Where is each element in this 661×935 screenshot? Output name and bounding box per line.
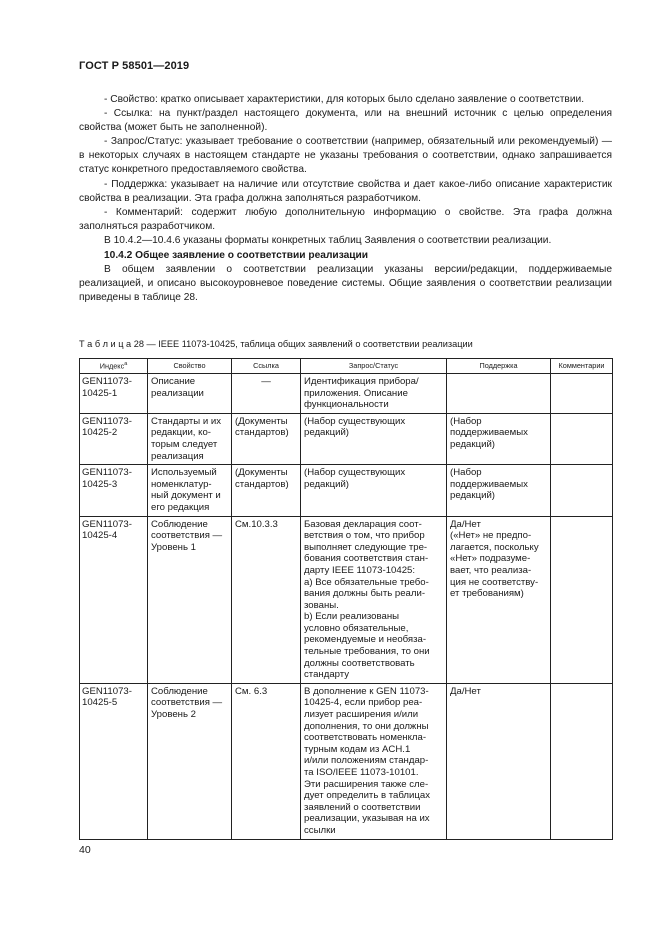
cell-index: GEN11073- 10425-4 [80, 516, 148, 683]
section-heading: 10.4.2 Общее заявление о соответствии реализации [104, 250, 369, 262]
header-support: Поддержка [447, 359, 551, 374]
cell-support: (Набор поддерживаемых редакций) [447, 413, 551, 464]
cell-request-status: Базовая декларация соот- ветствия о том, что прибор выполняет следующие тре- бования соответствия стан- дарту IEEE 11073-10425: a) Все обязательные требо- вания должны быть реали- зованы. b) Если реализованы условно обязательные, рекомендуемые и необяза- тельные требования, то они должны соответствовать стандарту [301, 516, 447, 683]
cell-index: GEN11073- 10425-2 [80, 413, 148, 464]
cell-reference: — [232, 374, 301, 414]
cell-support: Да/Нет («Нет» не предпо- лагается, поскольку «Нет» подразуме- вает, что реализа- ция не соответству- ет требованиям) [447, 516, 551, 683]
paragraph-property: - Свойство: кратко описывает характеристики, для которых было сделано заявление о соответствии. [104, 94, 585, 105]
cell-request-status: (Набор существующих редакций) [301, 465, 447, 516]
table-row [80, 413, 613, 464]
table-row [80, 465, 613, 516]
cell-comments [551, 465, 613, 516]
cell-reference: (Документы стандартов) [232, 465, 301, 516]
cell-comments [551, 516, 613, 683]
cell-reference: См. 6.3 [232, 683, 301, 839]
cell-comments [551, 374, 613, 414]
cell-index: GEN11073- 10425-1 [80, 374, 148, 414]
cell-property: Соблюдение соответствия — Уровень 2 [148, 683, 232, 839]
cell-index: GEN11073- 10425-5 [80, 683, 148, 839]
table-caption-label: Т а б л и ц а [79, 339, 132, 349]
header-index: Индекс$^а$ [80, 359, 148, 374]
conformance-table [79, 358, 613, 840]
footnote-mark: а [124, 361, 128, 368]
cell-property: Соблюдение соответствия — Уровень 1 [148, 516, 232, 683]
cell-support: (Набор поддерживаемых редакций) [447, 465, 551, 516]
body-text [79, 93, 612, 305]
paragraph-reference: - Ссылка: на пункт/раздел настоящего документа, или на внешний источник с целью определения свойства (может быть не заполненной). [79, 108, 612, 134]
document-id: ГОСТ Р 58501—2019 [79, 60, 190, 72]
cell-property: Описание реализации [148, 374, 232, 414]
table-row [80, 516, 613, 683]
paragraph-support: - Поддержка: указывает на наличие или отсутствие свойства и дает какое-либо описание характеристик свойства в реализации. Эта графа должна заполняться разработчиком. [79, 178, 612, 204]
cell-comments [551, 683, 613, 839]
cell-comments [551, 413, 613, 464]
header-reference: Ссылка [232, 359, 301, 374]
table-row [80, 374, 613, 414]
header-request-status: Запрос/Статус [301, 359, 447, 374]
cell-support [447, 374, 551, 414]
cell-request-status: В дополнение к GEN 11073- 10425-4, если прибор реа- лизует расширения и/или дополнения, то они должны соответствовать номенкла- турным кодам из ACH.1 и/или положениям стандар- та ISO/IEEE 11073-10101. Эти расширения также сле- дует определить в таблицах заявлений о соответствии реализации, указывая на их ссылки [301, 683, 447, 839]
paragraph-request-status: - Запрос/Статус: указывает требование о соответствии (например, обязательный или рекомендуемый) — в некоторых случаях в настоящем стандарте не указаны требования о соответствии, однако запрашивается статус конкретного предоставляемого свойства. [79, 136, 612, 176]
page-number: 40 [79, 844, 91, 856]
table-header-row [80, 359, 613, 374]
cell-request-status: (Набор существующих редакций) [301, 413, 447, 464]
cell-request-status: Идентификация прибора/ приложения. Описание функциональности [301, 374, 447, 414]
cell-property: Стандарты и их редакции, ко- торым следует реализация [148, 413, 232, 464]
table-row [80, 683, 613, 839]
table-caption [79, 339, 619, 349]
paragraph-formats: В 10.4.2—10.4.6 указаны форматы конкретных таблиц Заявления о соответствии реализации. [104, 234, 552, 246]
table-caption-text: 28 — IEEE 11073-10425, таблица общих заявлений о соответствии реализации [133, 339, 473, 349]
paragraph-comment: - Комментарий: содержит любую дополнительную информацию о свойстве. Эта графа должна заполняться разработчиком. [79, 206, 612, 232]
cell-index: GEN11073- 10425-3 [80, 465, 148, 516]
cell-reference: (Документы стандартов) [232, 413, 301, 464]
cell-support: Да/Нет [447, 683, 551, 839]
cell-reference: См.10.3.3 [232, 516, 301, 683]
header-comments: Комментарии [551, 359, 613, 374]
cell-property: Используемый номенклатур- ный документ и его редакция [148, 465, 232, 516]
header-property: Свойство [148, 359, 232, 374]
section-text: В общем заявлении о соответствии реализации указаны версии/редакции, поддерживаемые реализацией, и описано высокоуровневое поведение системы. Общие заявления о соответствии реализации приведены в таблице 28. [79, 264, 612, 304]
